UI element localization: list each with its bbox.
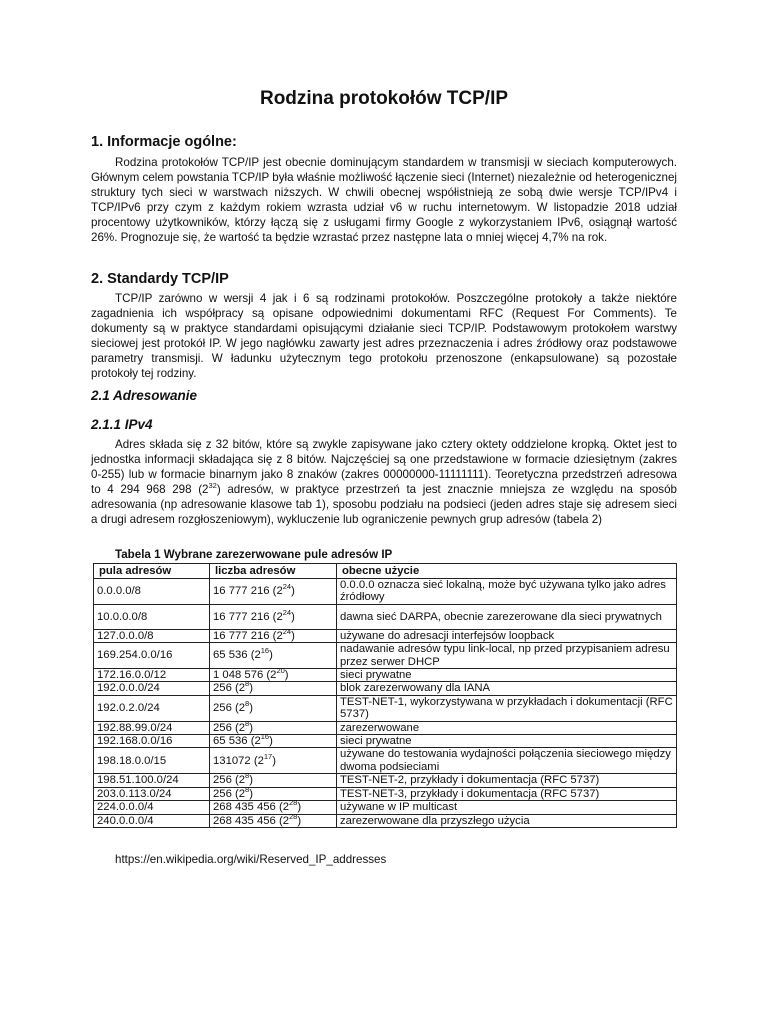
table-row [94, 774, 677, 787]
cell-address-count [210, 732, 337, 748]
cell-address-pool: 172.16.0.0/12 [94, 669, 210, 682]
count-exponent: 24 [282, 627, 292, 637]
count-close-paren: ) [272, 754, 276, 767]
cell-address-count [210, 604, 337, 629]
cell-address-count [210, 679, 337, 695]
count-exponent: 24 [282, 607, 292, 617]
paragraph-text-start: Adres składa się z 32 bitów, które są zwykle zapisywane jako cztery oktety oddzielone kropką. Oktet jest to jednostka informacji składająca się z 8 bitów. Najczęściej są one przedstawione w formacie dziesiętnym (zakres 0-255) lub w formacie binarnym jako 8 znaków (zakres 00000000-11111111). Teoretyczna przedstrzeń adresowa to 4 294 968 298 (2 [91, 438, 677, 497]
cell-current-use: używane do adresacji interfejsów loopback [337, 629, 677, 642]
cell-current-use: TEST-NET-3, przykłady i dokumentacja (RFC 5737) [337, 787, 677, 800]
section-2-1-heading: 2.1 Adresowanie [91, 388, 198, 403]
cell-current-use: używane do testowania wydajności połączenia sieciowego między dwoma podsieciami [337, 748, 677, 774]
cell-address-pool: 203.0.113.0/24 [94, 787, 210, 800]
column-header-pool: pula adresów [94, 564, 210, 579]
table-row [94, 643, 677, 669]
cell-current-use: TEST-NET-1, wykorzystywana w przykładach i dokumentacji (RFC 5737) [337, 695, 677, 721]
table-row [94, 695, 677, 721]
count-value: 256 (2 [213, 774, 246, 787]
table-row [94, 735, 677, 748]
page-title: Rodzina protokołów TCP/IP [259, 88, 509, 109]
count-close-paren: ) [269, 649, 273, 662]
cell-address-count [210, 811, 337, 827]
table-body [94, 579, 677, 828]
count-exponent: 16 [260, 732, 270, 742]
section-2-1-1-paragraph [91, 437, 677, 528]
table-source-url: https://en.wikipedia.org/wiki/Reserved_IP_addresses [115, 853, 387, 866]
count-exponent: 8 [245, 771, 250, 781]
cell-address-pool: 192.0.2.0/24 [94, 695, 210, 721]
count-close-paren: ) [249, 721, 253, 734]
cell-address-count [210, 629, 337, 642]
count-exponent: 8 [245, 699, 250, 709]
count-value: 131072 (2 [213, 754, 264, 767]
cell-current-use: TEST-NET-2, przykłady i dokumentacja (RFC 5737) [337, 774, 677, 787]
count-value: 1 048 576 (2 [213, 669, 277, 682]
count-close-paren: ) [249, 682, 253, 695]
cell-address-count [210, 666, 337, 682]
table-row [94, 682, 677, 695]
section-1-heading: 1. Informacje ogólne: [91, 134, 237, 150]
cell-current-use: sieci prywatne [337, 735, 677, 748]
count-close-paren: ) [284, 669, 289, 682]
count-value: 65 536 (2 [213, 649, 261, 662]
table-row [94, 801, 677, 814]
table-row [94, 579, 677, 605]
count-value: 16 777 216 (2 [213, 629, 283, 642]
column-header-count: liczba adresów [210, 564, 337, 579]
count-close-paren: ) [297, 801, 302, 814]
cell-address-pool: 0.0.0.0/8 [94, 579, 210, 605]
cell-current-use: zarezerwowane dla przyszłego użycia [337, 814, 677, 827]
cell-address-pool: 192.88.99.0/24 [94, 721, 210, 734]
count-close-paren: ) [249, 787, 253, 800]
count-close-paren: ) [249, 702, 253, 715]
cell-current-use: dawna sieć DARPA, obecnie zarezerowane dla sieci prywatnych [337, 604, 677, 629]
paragraph-exponent: 32 [208, 481, 217, 491]
section-1-paragraph: Rodzina protokołów TCP/IP jest obecnie dominującym standardem w transmisji w sieciach komputerowych. Głównym celem powstania TCP/IP była właśnie możliwość łączenie sieci (Internet) niezależnie od heterogenicznej struktury tych sieci w warstwach niższych. W chwili obecnej współistnieją ze sobą dwie wersje TCP/IPv4 i TCP/IPv6 przy czym z każdym rokiem wzrasta udział v6 w ruchu internetowym. W listopadzie 2018 udział procentowy użytkowników, którzy łączą się z usługami firmy Google z wykorzystaniem IPv6, osiągnął wartość 26%. Prognozuje się, że wartość ta będzie wzrastać przez następne lata o mniej więcej 4,7% na rok. [91, 156, 677, 245]
cell-current-use: nadawanie adresów typu link-local, np przed przypisaniem adresu przez serwer DHCP [337, 643, 677, 669]
count-exponent: 16 [260, 646, 270, 656]
cell-current-use: sieci prywatne [337, 669, 677, 682]
count-value: 256 (2 [213, 682, 246, 695]
count-exponent: 17 [263, 751, 273, 761]
cell-current-use: blok zarezerwowany dla IANA [337, 682, 677, 695]
cell-address-count [210, 643, 337, 669]
reserved-ip-table [93, 563, 677, 828]
table-row [94, 721, 677, 734]
section-2-1-1-heading: 2.1.1 IPv4 [91, 417, 153, 432]
cell-address-pool: 198.51.100.0/24 [94, 774, 210, 787]
count-exponent: 28 [289, 811, 298, 821]
count-exponent: 24 [282, 582, 292, 592]
cell-address-count [210, 798, 337, 814]
cell-address-count [210, 695, 337, 721]
cell-address-count [210, 718, 337, 734]
cell-address-pool: 127.0.0.0/8 [94, 629, 210, 642]
cell-current-use: zarezerwowane [337, 721, 677, 734]
count-exponent: 8 [245, 784, 250, 794]
count-value: 65 536 (2 [213, 735, 261, 748]
cell-address-count [210, 771, 337, 787]
section-2-heading: 2. Standardy TCP/IP [91, 271, 229, 287]
table-row [94, 604, 677, 629]
cell-address-pool: 10.0.0.0/8 [94, 604, 210, 629]
count-exponent: 28 [289, 798, 298, 808]
cell-address-count [210, 579, 337, 605]
count-value: 256 (2 [213, 721, 246, 734]
count-close-paren: ) [269, 735, 273, 748]
table-row [94, 669, 677, 682]
cell-address-count [210, 748, 337, 774]
cell-address-pool: 192.0.0.0/24 [94, 682, 210, 695]
count-value: 268 435 456 (2 [213, 801, 290, 814]
cell-address-pool: 224.0.0.0/4 [94, 801, 210, 814]
cell-current-use: 0.0.0.0 oznacza sieć lokalną, może być używana tylko jako adres źródłowy [337, 579, 677, 605]
table-row [94, 748, 677, 774]
table-header-row [94, 564, 677, 579]
count-exponent: 20 [276, 666, 285, 676]
table-row [94, 814, 677, 827]
cell-address-pool: 169.254.0.0/16 [94, 643, 210, 669]
count-exponent: 8 [245, 718, 250, 728]
count-value: 256 (2 [213, 702, 246, 715]
section-2-paragraph: TCP/IP zarówno w wersji 4 jak i 6 są rodzinami protokołów. Poszczególne protokoły a także niektóre zagadnienia ich współpracy są opisane odpowiednimi dokumentami RFC (Request For Comments). Te dokumenty są w praktyce standardami opisującymi działanie sieci TCP/IP. Podstawowym protokołem warstwy sieciowej jest protokół IP. W jego nagłówku zawarty jest adres przeznaczenia i adres źródłowy oraz podstawowe parametry transmisji. W ładunku użytecznym tego protokołu przenoszone (enkapsulowane) są pozostałe protokoły tej rodziny. [91, 292, 677, 381]
paragraph-text-end: ) adresów, w praktyce przestrzeń ta jest znacznie mniejsza ze względu na sposób adresowania (np adresowanie klasowe tab 1), sposobu podziału na podsieci (jeden adres staje się adresem sieci a drugi adresem rozgłoszeniowym), wykluczenie lub ograniczenie pewnych grup adresów (tabela 2) [91, 483, 677, 527]
cell-address-pool: 198.18.0.0/15 [94, 748, 210, 774]
count-close-paren: ) [249, 774, 253, 787]
count-close-paren: ) [291, 585, 295, 598]
count-value: 16 777 216 (2 [213, 585, 283, 598]
cell-address-pool: 192.168.0.0/16 [94, 735, 210, 748]
count-value: 16 777 216 (2 [213, 610, 283, 623]
cell-address-pool: 240.0.0.0/4 [94, 814, 210, 827]
count-exponent: 8 [245, 679, 250, 689]
count-close-paren: ) [297, 814, 302, 827]
table-row [94, 787, 677, 800]
cell-current-use: używane w IP multicast [337, 801, 677, 814]
count-close-paren: ) [291, 610, 295, 623]
table-caption: Tabela 1 Wybrane zarezerwowane pule adresów IP [115, 548, 393, 561]
table-row [94, 629, 677, 642]
column-header-use: obecne użycie [337, 564, 677, 579]
count-value: 256 (2 [213, 787, 246, 800]
count-value: 268 435 456 (2 [213, 814, 290, 827]
count-close-paren: ) [291, 629, 295, 642]
cell-address-count [210, 784, 337, 800]
